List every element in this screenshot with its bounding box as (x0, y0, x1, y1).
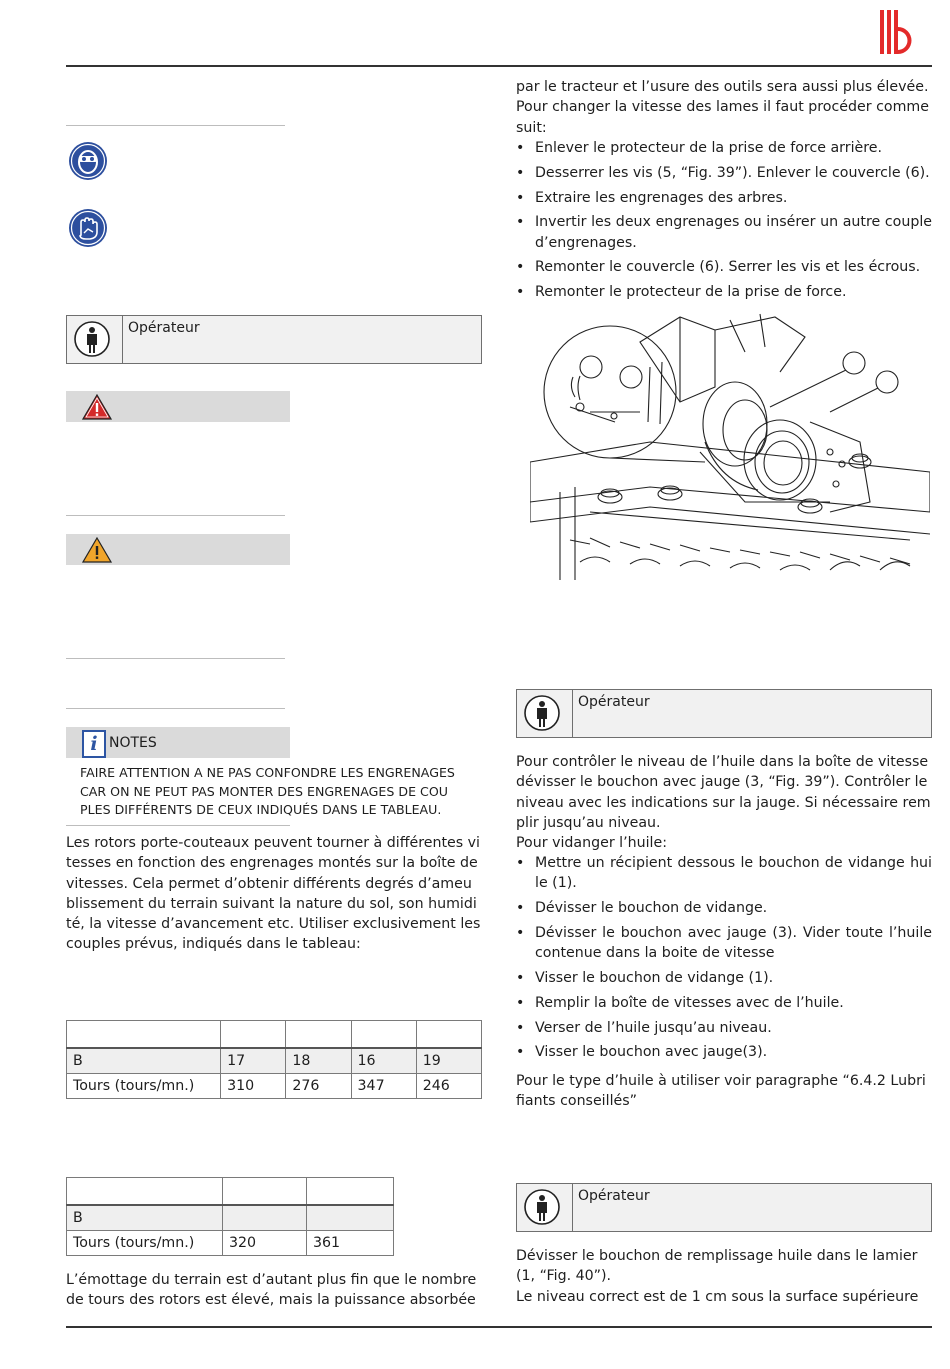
section-divider (66, 658, 285, 659)
gear-speed-table-2 (66, 1177, 394, 1256)
list-item: • Dévisser le bouchon de vidange. (516, 898, 932, 918)
notes-text (80, 764, 480, 820)
text-line: té, la vitesse d’avancement etc. Utiliser exclusivement les (66, 916, 481, 933)
section-divider (66, 825, 290, 826)
protective-gloves-icon (68, 208, 108, 248)
section-divider (66, 708, 285, 709)
list-item: • Remonter le couvercle (6). Serrer les vis et les écrous. (516, 257, 932, 277)
list-item: • Visser le bouchon avec jauge(3). (516, 1042, 932, 1062)
gearbox-illustration (530, 312, 930, 582)
table-header-row (67, 1021, 482, 1049)
list-item: • Dévisser le bouchon avec jauge (3). Vider toute l’huile contenue dans la boite de vitesse (516, 923, 932, 964)
operator-icon (67, 316, 122, 363)
table-cell: 16 (351, 1048, 416, 1074)
text-line: blissement du terrain suivant la nature du sol, son humidi (66, 895, 477, 912)
info-icon: i (82, 730, 106, 758)
text-line: Pour changer la vitesse des lames il faut procéder comme (516, 99, 929, 116)
text-line: plir jusqu’au niveau. (516, 814, 661, 831)
table-cell: 17 (221, 1048, 286, 1074)
list-item: • Remplir la boîte de vitesses avec de l’huile. (516, 993, 932, 1013)
table-header-row (67, 1178, 394, 1206)
list-item: • Remonter le protecteur de la prise de force. (516, 282, 932, 302)
notes-line: FAIRE ATTENTION A NE PAS CONFONDRE LES ENGRENAGES (80, 765, 455, 780)
text-line: dévisser le bouchon avec jauge (3, “Fig. 39”). Contrôler le (516, 774, 928, 791)
section-divider (66, 125, 285, 126)
text-line: par le tracteur et l’usure des outils sera aussi plus élevée. (516, 79, 929, 95)
danger-warning-icon (82, 394, 112, 420)
table-cell: 310 (221, 1074, 286, 1099)
operator-box (516, 1183, 932, 1232)
table-cell: 19 (416, 1048, 481, 1074)
text-line: Les rotors porte-couteaux peuvent tourner à différentes vi (66, 835, 480, 851)
table-row (67, 1048, 482, 1074)
section-divider (66, 515, 285, 516)
blade-bar-oil-paragraph (516, 1246, 932, 1307)
table-cell: 347 (351, 1074, 416, 1099)
operator-label: Opérateur (578, 694, 650, 710)
danger-band (66, 391, 290, 422)
speed-change-steps (516, 138, 932, 307)
text-line: L’émottage du terrain est d’autant plus fin que le nombre (66, 1272, 477, 1288)
table-row (67, 1205, 394, 1231)
notes-line: CAR ON NE PEUT PAS MONTER DES ENGRENAGES DE COU (80, 783, 448, 799)
list-item: • Visser le bouchon de vidange (1). (516, 968, 932, 988)
operator-icon (517, 690, 572, 737)
brand-logo (880, 10, 924, 54)
notes-line: PLES DIFFÉRENTS DE CEUX INDIQUÉS DANS LE TABLEAU. (80, 802, 442, 817)
speed-change-intro (516, 77, 932, 138)
text-line: de tours des rotors est élevé, mais la puissance absorbée (66, 1292, 476, 1309)
list-item: • Enlever le protecteur de la prise de force arrière. (516, 138, 932, 158)
caution-warning-icon (82, 537, 112, 563)
header-rule (66, 65, 932, 67)
table-row (67, 1074, 482, 1099)
operator-box (516, 689, 932, 738)
operator-icon (517, 1184, 572, 1231)
table-cell: Tours (tours/mn.) (67, 1231, 223, 1256)
list-item: • Verser de l’huile jusqu’au niveau. (516, 1018, 932, 1038)
operator-label: Opérateur (578, 1188, 650, 1204)
table-cell: Tours (tours/mn.) (67, 1074, 221, 1099)
list-item: • Desserrer les vis (5, “Fig. 39”). Enlever le couvercle (6). (516, 163, 932, 183)
table-cell: B (67, 1205, 223, 1231)
gear-speed-table-1 (66, 1020, 482, 1099)
text-line: couples prévus, indiqués dans le tableau: (66, 936, 361, 953)
text-line: vitesses. Cela permet d’obtenir différents degrés d’ameu (66, 875, 472, 892)
list-item: • Extraire les engrenages des arbres. (516, 188, 932, 208)
table-cell: 246 (416, 1074, 481, 1099)
table-cell: 320 (223, 1231, 307, 1256)
text-line: Pour contrôler le niveau de l’huile dans la boîte de vitesse (516, 754, 929, 770)
text-line: suit: (516, 119, 547, 136)
oil-type-paragraph (516, 1071, 932, 1112)
table-cell: B (67, 1048, 221, 1074)
table-cell: 18 (286, 1048, 351, 1074)
notes-title: NOTES (109, 735, 157, 751)
table-row (67, 1231, 394, 1256)
intro-paragraph (66, 833, 482, 955)
text-line: niveau avec les indications sur la jauge. Si nécessaire rem (516, 794, 931, 811)
crumbling-paragraph (66, 1270, 482, 1311)
text-line: Pour vidanger l’huile: (516, 835, 667, 852)
operator-label: Opérateur (128, 320, 200, 336)
drain-steps (516, 853, 932, 1067)
text-line: Pour le type d’huile à utiliser voir paragraphe “6.4.2 Lubri (516, 1073, 926, 1089)
table-cell (307, 1205, 394, 1231)
oil-check-paragraph (516, 752, 932, 853)
table-cell: 276 (286, 1074, 351, 1099)
face-protection-icon (68, 141, 108, 181)
footer-rule (66, 1326, 932, 1328)
caution-band (66, 534, 290, 565)
text-line: Le niveau correct est de 1 cm sous la surface supérieure (516, 1288, 919, 1305)
text-line: (1, “Fig. 40”). (516, 1268, 612, 1285)
list-item: • Invertir les deux engrenages ou insérer un autre couple d’engrenages. (516, 212, 932, 253)
table-cell (223, 1205, 307, 1231)
text-line: tesses en fonction des engrenages montés sur la boîte de (66, 855, 478, 872)
list-item: • Mettre un récipient dessous le bouchon de vidange hui le (1). (516, 853, 932, 894)
text-line: fiants conseillés” (516, 1093, 637, 1110)
operator-box (66, 315, 482, 364)
text-line: Dévisser le bouchon de remplissage huile dans le lamier (516, 1248, 918, 1264)
notes-band (66, 727, 290, 758)
table-cell: 361 (307, 1231, 394, 1256)
